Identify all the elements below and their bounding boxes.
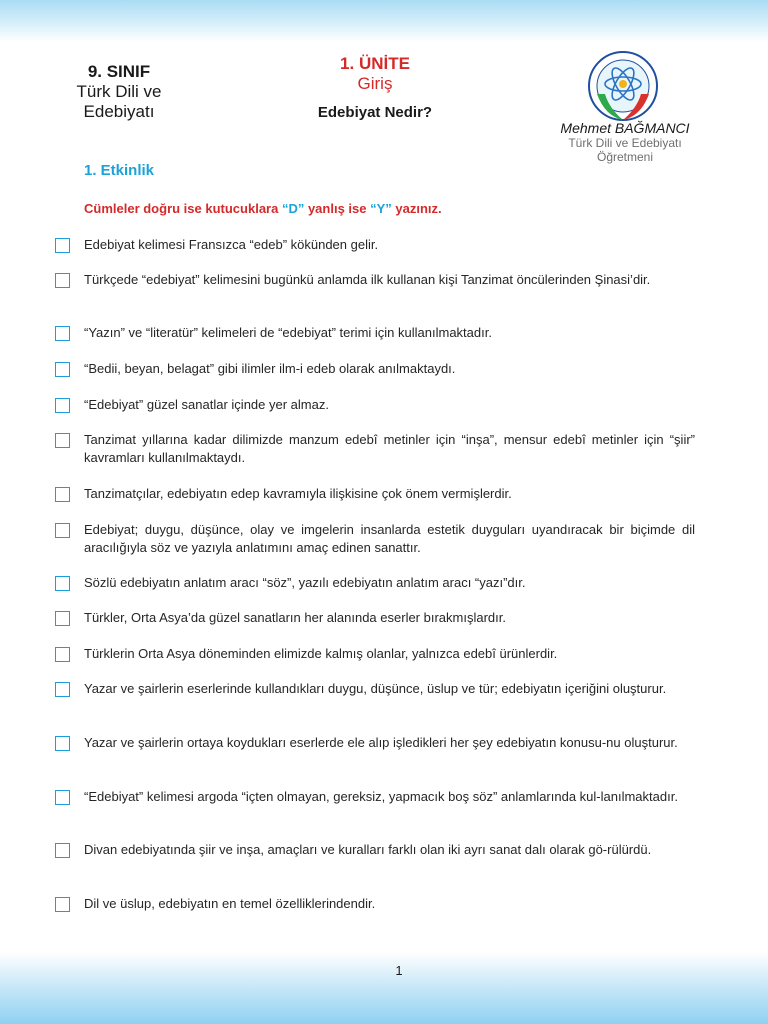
teacher-role-line2: Öğretmeni bbox=[596, 150, 654, 164]
answer-checkbox[interactable] bbox=[55, 487, 70, 502]
activity-instruction bbox=[84, 201, 442, 216]
statement-text: Sözlü edebiyatın anlatım aracı “söz”, yazılı edebiyatın anlatım aracı “yazı”dır. bbox=[84, 575, 526, 590]
course-name-line2: Edebiyatı bbox=[83, 102, 155, 121]
statement-text: Edebiyat kelimesi Fransızca “edeb” kökünden gelir. bbox=[84, 237, 379, 252]
answer-checkbox[interactable] bbox=[55, 273, 70, 288]
statement-text: “Yazın” ve “literatür” kelimeleri de “edebiyat” terimi için kullanılmaktadır. bbox=[84, 325, 492, 340]
instruction-text-2: yanlış ise bbox=[304, 201, 371, 216]
answer-checkbox[interactable] bbox=[55, 790, 70, 805]
statement-text: Divan edebiyatında şiir ve inşa, amaçları ve kuralları farklı olan iki ayrı sanat dalı olarak gö-rülürdü. bbox=[84, 842, 652, 857]
answer-checkbox[interactable] bbox=[55, 682, 70, 697]
instruction-text-1: Cümleler doğru ise kutucuklara bbox=[84, 201, 282, 216]
activity-title: 1. Etkinlik bbox=[84, 162, 155, 179]
teacher-role-line1: Türk Dili ve Edebiyatı bbox=[568, 136, 682, 150]
statement-text: “Edebiyat” güzel sanatlar içinde yer almaz. bbox=[84, 397, 329, 412]
teacher-name: Mehmet BAĞMANCI bbox=[560, 120, 690, 136]
school-emblem-logo bbox=[583, 50, 663, 126]
answer-checkbox[interactable] bbox=[55, 433, 70, 448]
statement-text: “Edebiyat” kelimesi argoda “içten olmayan, gereksiz, yapmacık boş söz” anlamlarında kul-lanılmaktadır. bbox=[84, 789, 678, 804]
statement-text: Tanzimat yıllarına kadar dilimizde manzum edebî metinler için “inşa”, mensur edebî metinler için “şiir” kavramları kullanılmaktaydı. bbox=[84, 432, 695, 465]
answer-checkbox[interactable] bbox=[55, 736, 70, 751]
answer-checkbox[interactable] bbox=[55, 326, 70, 341]
instruction-text-3: yazınız. bbox=[391, 201, 442, 216]
unit-header bbox=[300, 54, 450, 121]
top-gradient-band bbox=[0, 0, 768, 42]
topic-title: Edebiyat Nedir? bbox=[317, 104, 433, 121]
course-name-line1: Türk Dili ve bbox=[76, 82, 162, 101]
statement-text: Dil ve üslup, edebiyatın en temel özelliklerindendir. bbox=[84, 896, 376, 911]
answer-checkbox[interactable] bbox=[55, 843, 70, 858]
instruction-y-letter: “Y” bbox=[370, 201, 392, 216]
grade-label: 9. SINIF bbox=[87, 62, 151, 81]
answer-checkbox[interactable] bbox=[55, 647, 70, 662]
course-header bbox=[60, 62, 178, 122]
answer-checkbox[interactable] bbox=[55, 897, 70, 912]
statement-text: Tanzimatçılar, edebiyatın edep kavramıyla ilişkisine çok önem vermişlerdir. bbox=[84, 486, 512, 501]
statement-text: Türklerin Orta Asya döneminden elimizde kalmış olanlar, yalnızca edebî ürünlerdir. bbox=[84, 646, 558, 661]
statement-text: “Bedii, beyan, belagat” gibi ilimler ilm-i edeb olarak anılmaktaydı. bbox=[84, 361, 456, 376]
page-number: 1 bbox=[395, 963, 403, 978]
answer-checkbox[interactable] bbox=[55, 523, 70, 538]
statement-text: Edebiyat; duygu, düşünce, olay ve imgelerin insanlarda estetik duyguları uyandıracak bir biçimde dil aracılığıyla söz ve yazıyla anlatımını amaç edinen sanattır. bbox=[84, 522, 695, 555]
statement-text: Yazar ve şairlerin ortaya koydukları eserlerde ele alıp işledikleri her şey edebiyatın konusu-nu oluşturur. bbox=[84, 735, 678, 750]
answer-checkbox[interactable] bbox=[55, 576, 70, 591]
answer-checkbox[interactable] bbox=[55, 398, 70, 413]
answer-checkbox[interactable] bbox=[55, 362, 70, 377]
teacher-role bbox=[520, 136, 730, 164]
statement-text: Yazar ve şairlerin eserlerinde kullandıkları duygu, düşünce, üslup ve tür; edebiyatın içeriğini oluşturur. bbox=[84, 681, 667, 696]
answer-checkbox[interactable] bbox=[55, 238, 70, 253]
unit-name: Giriş bbox=[357, 74, 393, 93]
answer-checkbox[interactable] bbox=[55, 611, 70, 626]
unit-label: 1. ÜNİTE bbox=[340, 54, 410, 73]
statement-text: Türkçede “edebiyat” kelimesini bugünkü anlamda ilk kullanan kişi Tanzimat öncülerinden Şinasi’dir. bbox=[84, 272, 651, 287]
instruction-d-letter: “D” bbox=[281, 201, 305, 216]
statement-text: Türkler, Orta Asya’da güzel sanatların her alanında eserler bırakmışlardır. bbox=[84, 610, 506, 625]
